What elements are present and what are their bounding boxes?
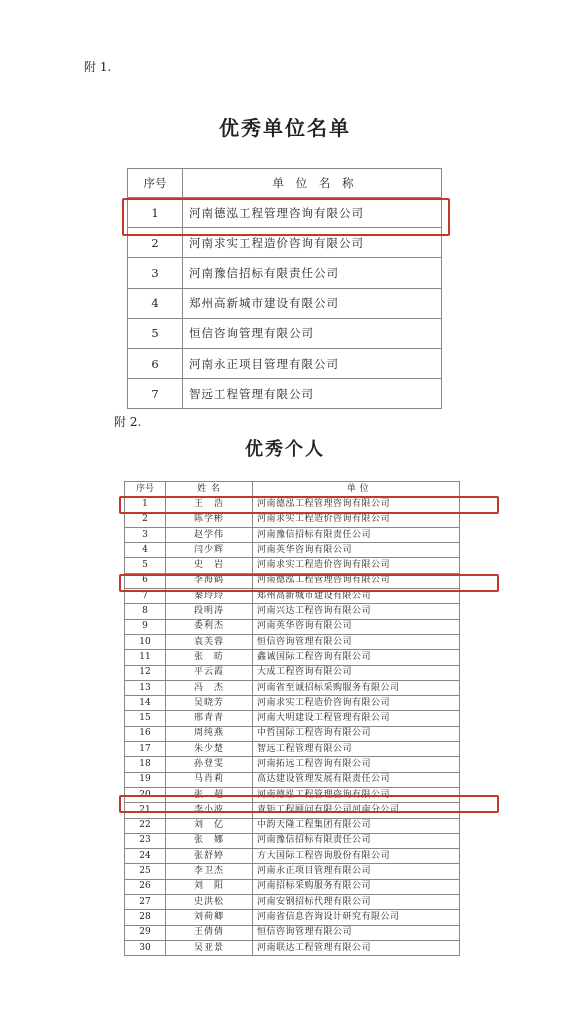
table2-header-no: 序号 — [125, 482, 166, 497]
table2-row — [125, 849, 460, 864]
person-unit: 智远工程管理有限公司 — [253, 742, 460, 757]
person-unit: 郑州高新城市建设有限公司 — [253, 589, 460, 604]
person-name: 刘 亿 — [166, 818, 253, 833]
table2-row — [125, 680, 460, 695]
person-number: 22 — [125, 818, 166, 833]
table2-row — [125, 573, 460, 588]
person-unit: 河南永正项目管理有限公司 — [253, 864, 460, 879]
person-number: 11 — [125, 650, 166, 665]
person-number: 19 — [125, 772, 166, 787]
title-excellent-units: 优秀单位名单 — [219, 116, 351, 140]
table2-header-name: 姓 名 — [166, 482, 253, 497]
person-unit: 河南求实工程造价咨询有限公司 — [253, 558, 460, 573]
person-number: 14 — [125, 696, 166, 711]
table2-row — [125, 543, 460, 558]
person-unit: 河南求实工程造价咨询有限公司 — [253, 512, 460, 527]
unit-number: 3 — [128, 258, 183, 288]
unit-number: 1 — [128, 198, 183, 228]
person-number: 25 — [125, 864, 166, 879]
attachment-1-label: 附 1. — [84, 60, 112, 74]
person-unit: 中韵天隆工程集团有限公司 — [253, 818, 460, 833]
person-name: 赵学伟 — [166, 527, 253, 542]
person-name: 李海鹤 — [166, 573, 253, 588]
table2-row — [125, 895, 460, 910]
table2-row — [125, 787, 460, 802]
unit-number: 5 — [128, 318, 183, 348]
person-number: 13 — [125, 680, 166, 695]
person-number: 3 — [125, 527, 166, 542]
table2-row — [125, 726, 460, 741]
person-number: 18 — [125, 757, 166, 772]
person-number: 10 — [125, 634, 166, 649]
table1-row — [128, 318, 442, 348]
person-name: 冯 杰 — [166, 680, 253, 695]
person-unit: 方大国际工程咨询股份有限公司 — [253, 849, 460, 864]
person-name: 李卫杰 — [166, 864, 253, 879]
table1-header-row — [128, 169, 442, 198]
table2-row — [125, 696, 460, 711]
excellent-individuals-table — [124, 481, 460, 956]
person-unit: 恒信咨询管理有限公司 — [253, 634, 460, 649]
person-unit: 河南德泓工程管理咨询有限公司 — [253, 497, 460, 512]
person-name: 刘 阳 — [166, 879, 253, 894]
table2-row — [125, 497, 460, 512]
person-number: 20 — [125, 787, 166, 802]
person-unit: 河南招标采购服务有限公司 — [253, 879, 460, 894]
person-unit: 河南兴达工程咨询有限公司 — [253, 604, 460, 619]
table1-row — [128, 288, 442, 318]
table1-row — [128, 379, 442, 409]
table2-row — [125, 589, 460, 604]
person-number: 1 — [125, 497, 166, 512]
person-name: 袁芙蓉 — [166, 634, 253, 649]
person-unit: 河南省信息咨询设计研究有限公司 — [253, 910, 460, 925]
person-name: 张 昉 — [166, 650, 253, 665]
unit-name: 河南豫信招标有限责任公司 — [183, 258, 442, 288]
person-unit: 河南德泓工程管理咨询有限公司 — [253, 787, 460, 802]
person-unit: 高达建设管理发展有限责任公司 — [253, 772, 460, 787]
person-name: 张舒婷 — [166, 849, 253, 864]
unit-number: 6 — [128, 348, 183, 378]
table2-row — [125, 711, 460, 726]
table2-header-row — [125, 482, 460, 497]
person-unit: 青矩工程顾问有限公司河南分公司 — [253, 803, 460, 818]
unit-name: 河南德泓工程管理咨询有限公司 — [183, 198, 442, 228]
person-unit: 大成工程咨询有限公司 — [253, 665, 460, 680]
table2-header-unit: 单 位 — [253, 482, 460, 497]
table2-row — [125, 619, 460, 634]
person-name: 刘荷卿 — [166, 910, 253, 925]
unit-number: 4 — [128, 288, 183, 318]
table1-row — [128, 198, 442, 228]
person-unit: 河南英华咨询有限公司 — [253, 619, 460, 634]
table2-row — [125, 757, 460, 772]
person-name: 平云霞 — [166, 665, 253, 680]
table1-header-name: 单 位 名 称 — [183, 169, 442, 198]
person-unit: 河南英华咨询有限公司 — [253, 543, 460, 558]
title-excellent-individuals: 优秀个人 — [245, 439, 325, 460]
excellent-units-table — [127, 168, 442, 409]
person-unit: 河南大明建设工程管理有限公司 — [253, 711, 460, 726]
person-unit: 河南豫信招标有限责任公司 — [253, 527, 460, 542]
table2-row — [125, 864, 460, 879]
table1-row — [128, 228, 442, 258]
table1-row — [128, 258, 442, 288]
person-name: 吴亚景 — [166, 940, 253, 955]
table2-row — [125, 879, 460, 894]
person-name: 史 岩 — [166, 558, 253, 573]
person-name: 张 娜 — [166, 833, 253, 848]
table2-row — [125, 527, 460, 542]
table2-row — [125, 940, 460, 955]
person-number: 8 — [125, 604, 166, 619]
person-name: 周纯燕 — [166, 726, 253, 741]
person-number: 26 — [125, 879, 166, 894]
person-number: 27 — [125, 895, 166, 910]
person-unit: 河南安钢招标代理有限公司 — [253, 895, 460, 910]
person-number: 29 — [125, 925, 166, 940]
person-number: 16 — [125, 726, 166, 741]
person-name: 李小波 — [166, 803, 253, 818]
person-number: 12 — [125, 665, 166, 680]
person-name: 闫少辉 — [166, 543, 253, 558]
person-number: 24 — [125, 849, 166, 864]
person-name: 委利杰 — [166, 619, 253, 634]
person-name: 邢青青 — [166, 711, 253, 726]
person-unit: 鑫诚国际工程咨询有限公司 — [253, 650, 460, 665]
person-number: 21 — [125, 803, 166, 818]
person-name: 王 浩 — [166, 497, 253, 512]
unit-number: 2 — [128, 228, 183, 258]
person-unit: 河南德泓工程管理咨询有限公司 — [253, 573, 460, 588]
attachment-2-label: 附 2. — [114, 415, 142, 429]
person-name: 吴晓芳 — [166, 696, 253, 711]
person-number: 17 — [125, 742, 166, 757]
person-number: 7 — [125, 589, 166, 604]
table2-row — [125, 772, 460, 787]
person-name: 孙登雯 — [166, 757, 253, 772]
person-number: 30 — [125, 940, 166, 955]
person-name: 王倩倩 — [166, 925, 253, 940]
person-name: 马肖莉 — [166, 772, 253, 787]
person-number: 4 — [125, 543, 166, 558]
table2-row — [125, 803, 460, 818]
table1-row — [128, 348, 442, 378]
table2-row — [125, 650, 460, 665]
table2-row — [125, 604, 460, 619]
table2-row — [125, 742, 460, 757]
person-number: 2 — [125, 512, 166, 527]
person-name: 陈学彬 — [166, 512, 253, 527]
table2-row — [125, 512, 460, 527]
person-number: 15 — [125, 711, 166, 726]
person-number: 5 — [125, 558, 166, 573]
table2-row — [125, 910, 460, 925]
unit-name: 河南永正项目管理有限公司 — [183, 348, 442, 378]
unit-number: 7 — [128, 379, 183, 409]
person-name: 朱少楚 — [166, 742, 253, 757]
table2-row — [125, 818, 460, 833]
person-number: 28 — [125, 910, 166, 925]
unit-name: 恒信咨询管理有限公司 — [183, 318, 442, 348]
person-number: 6 — [125, 573, 166, 588]
person-unit: 中哲国际工程咨询有限公司 — [253, 726, 460, 741]
unit-name: 智远工程管理有限公司 — [183, 379, 442, 409]
table2-row — [125, 558, 460, 573]
person-number: 9 — [125, 619, 166, 634]
person-name: 段明涛 — [166, 604, 253, 619]
unit-name: 郑州高新城市建设有限公司 — [183, 288, 442, 318]
unit-name: 河南求实工程造价咨询有限公司 — [183, 228, 442, 258]
table1-header-no: 序号 — [128, 169, 183, 198]
table2-row — [125, 925, 460, 940]
person-unit: 河南拓远工程咨询有限公司 — [253, 757, 460, 772]
table2-row — [125, 665, 460, 680]
table2-row — [125, 634, 460, 649]
person-unit: 河南求实工程造价咨询有限公司 — [253, 696, 460, 711]
person-unit: 恒信咨询管理有限公司 — [253, 925, 460, 940]
person-number: 23 — [125, 833, 166, 848]
person-name: 史洪松 — [166, 895, 253, 910]
person-unit: 河南省至诚招标采购服务有限公司 — [253, 680, 460, 695]
person-name: 秦玲玲 — [166, 589, 253, 604]
person-unit: 河南豫信招标有限责任公司 — [253, 833, 460, 848]
table2-row — [125, 833, 460, 848]
person-name: 张 超 — [166, 787, 253, 802]
person-unit: 河南联达工程管理有限公司 — [253, 940, 460, 955]
